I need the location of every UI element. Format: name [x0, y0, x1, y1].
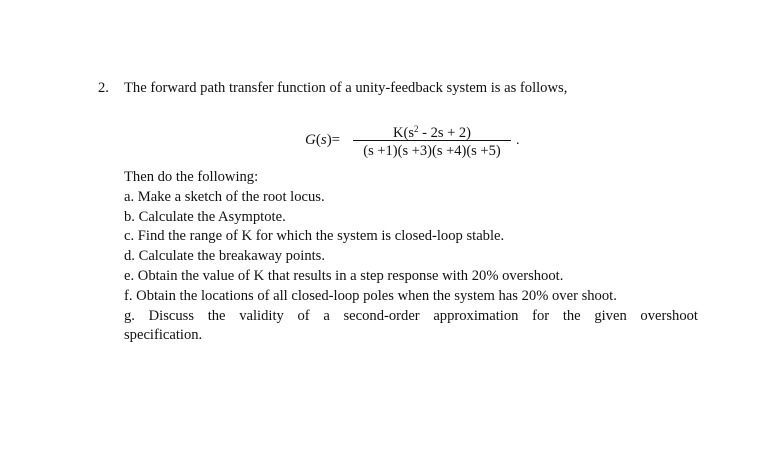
formula-s: s — [320, 132, 327, 148]
question-heading — [98, 79, 708, 97]
formula-open-paren: ( — [315, 132, 321, 148]
transfer-function-formula — [305, 120, 535, 170]
formula-fraction — [353, 120, 511, 160]
task-d: d. Calculate the breakaway points. — [124, 248, 325, 265]
problem-header — [98, 79, 708, 97]
question-intro: The forward path transfer function of a unity-feedback system is as follows, — [124, 80, 568, 96]
task-f: f. Obtain the locations of all closed-loop poles when the system has 20% over shoot. — [124, 287, 617, 304]
formula-lhs — [305, 132, 340, 149]
formula-numerator — [353, 120, 511, 139]
task-lead: Then do the following: — [124, 169, 259, 185]
numerator-pre: K(s — [393, 125, 414, 141]
formula-denominator: (s +1)(s +3)(s +4)(s +5) — [363, 143, 501, 159]
formula-g: G — [305, 132, 316, 148]
task-e: e. Obtain the value of K that results in a step response with 20% overshoot. — [124, 267, 564, 284]
formula-close-equals: )= — [326, 132, 341, 148]
task-g-line2: specification. — [124, 327, 203, 344]
numerator-exponent: 2 — [413, 124, 419, 134]
task-g-line1: g. Discuss the validity of a second-order approximation for the given overshoot — [124, 307, 698, 324]
task-list — [124, 168, 698, 346]
question-number: 2. — [98, 80, 109, 96]
task-c: c. Find the range of K for which the system is closed-loop stable. — [124, 228, 505, 245]
task-a: a. Make a sketch of the root locus. — [124, 188, 325, 205]
numerator-post: - 2s + 2) — [418, 125, 471, 141]
task-b: b. Calculate the Asymptote. — [124, 208, 286, 225]
formula-trailing-dot: . — [516, 133, 520, 148]
